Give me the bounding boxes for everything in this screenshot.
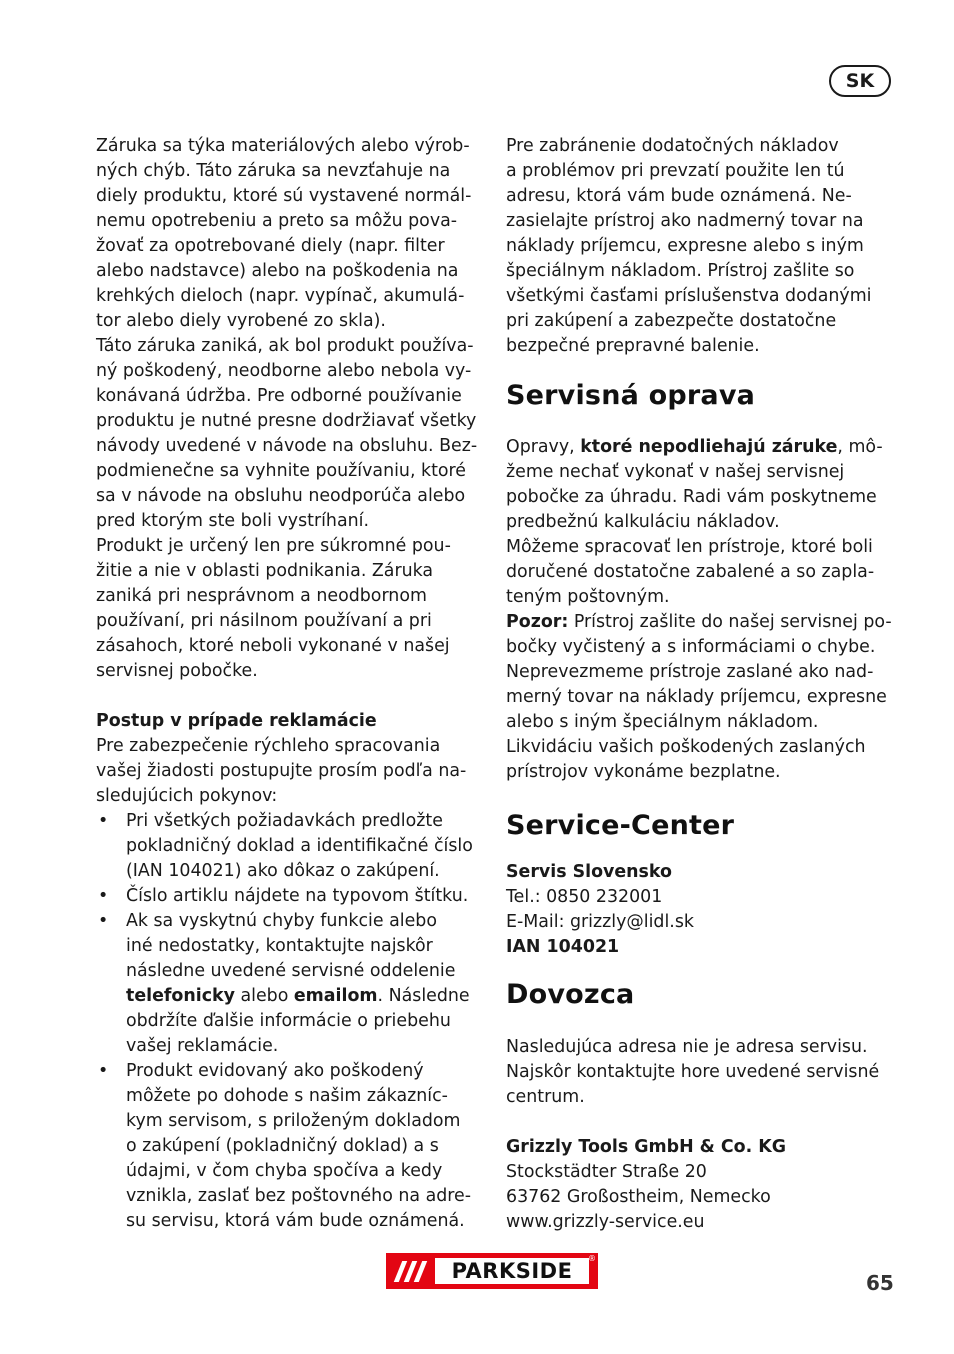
bullet-icon: • xyxy=(98,886,109,906)
private-use-paragraph: Produkt je určený len pre súkromné pou- žitie a nie v oblasti podnikania. Záruka zaniká pri nesprávnom a neodbornom používaní, pri násilnom používaní a pri zásahoch, ktoré neboli vykonané v našej servisnej pobočke. xyxy=(96,536,451,681)
email-emphasis: emailom xyxy=(293,986,378,1006)
importer-note: Nasledujúca adresa nie je adresa servisu. Najskôr kontaktujte hore uvedené servisné centrum. xyxy=(506,1037,880,1107)
service-center-name: Servis Slovensko xyxy=(506,862,672,882)
list-item xyxy=(96,809,488,884)
importer-website: www.grizzly-service.eu xyxy=(506,1212,705,1232)
claim-procedure-heading: Postup v prípade reklamácie xyxy=(96,711,377,731)
list-item-text: Pri všetkých požiadavkách predložte pokladničný doklad a identifikačné číslo (IAN 104021) ako dôkaz o zakúpení. xyxy=(126,811,473,881)
language-badge: SK xyxy=(829,65,891,97)
list-item-text: Produkt evidovaný ako poškodený môžete po dohode s našim zákazníc- kym servisom, s priloženým dokladom o zakúpení (pokladničný doklad) a s údajmi, v čom chyba spočíva a kedy vznikla, zaslať bez poštovného na adre- su servisu, ktorá vám bude oznámená. xyxy=(126,1061,472,1231)
phone-emphasis: telefonicky xyxy=(126,986,235,1006)
importer-heading: Dovozca xyxy=(506,979,635,1010)
page-number: 65 xyxy=(866,1271,894,1295)
service-center-phone: Tel.: 0850 232001 xyxy=(506,887,663,907)
repair-emphasis: ktoré nepodliehajú záruke xyxy=(580,437,838,457)
warranty-void-paragraph: Táto záruka zaniká, ak bol produkt používa- ný poškodený, neodborne alebo nebola vy- konávaná údržba. Pre odborné používanie produktu je nutné presne dodržiavať všetky návody uvedené v návode na obsluhu. Bez- podmienečne sa vyhnite používaniu, ktoré sa v návode na obsluhu neodporúča alebo pred ktorým ste boli vystríhaní. xyxy=(96,336,478,531)
service-center-heading: Service-Center xyxy=(506,810,735,841)
claim-intro: Pre zabezpečenie rýchleho spracovania vašej žiadosti postupujte prosím podľa na- sledujúcich pokynov: xyxy=(96,736,467,806)
parkside-logo xyxy=(386,1253,598,1289)
attention-paragraph: Pozor: Prístroj zašlite do našej servisnej po- bočky vyčistený a s informáciami o chybe. Neprevezmeme prístroje zaslané ako nad- merný tovar na náklady príjemcu, expresne alebo s iným špeciálnym nákladom. Likvidáciu vašich poškodených zaslaných prístrojov vykonáme bezplatne. xyxy=(506,612,892,782)
registered-mark: ® xyxy=(588,1254,596,1263)
logo-stripes-icon xyxy=(386,1253,432,1289)
list-item xyxy=(96,909,488,1059)
left-column xyxy=(96,134,488,1234)
claim-steps-list xyxy=(96,809,488,1234)
shipping-paragraph: Pre zabránenie dodatočných nákladov a problémov pri prevzatí použite len tú adresu, ktorá vám bude oznámená. Ne- zasielajte prístroj ako nadmerný tovar na náklady príjemcu, expresne alebo s iným špeciálnym nákladom. Prístroj zašlite so všetkými časťami príslušenstva dodanými pri zakúpení a zabezpečte dostatočne bezpečné prepravné balenie. xyxy=(506,136,872,356)
attention-label: Pozor: xyxy=(506,612,569,632)
logo-wordmark: PARKSIDE xyxy=(435,1258,589,1284)
bullet-icon: • xyxy=(98,911,109,931)
service-center-ian: IAN 104021 xyxy=(506,937,620,957)
service-center-email: E-Mail: grizzly@lidl.sk xyxy=(506,912,694,932)
importer-street: Stockstädter Straße 20 xyxy=(506,1162,707,1182)
importer-company: Grizzly Tools GmbH & Co. KG xyxy=(506,1137,787,1157)
repair-heading: Servisná oprava xyxy=(506,380,756,411)
list-item-text: Ak sa vyskytnú chyby funkcie alebo iné nedostatky, kontaktujte najskôr následne uvedené servisné oddelenie telefonicky alebo emailom. Následne obdržíte ďalšie informácie o priebehu vašej reklamácie. xyxy=(126,911,470,1056)
list-item-text: Číslo artiklu nájdete na typovom štítku. xyxy=(126,886,469,906)
right-column xyxy=(506,134,900,1235)
bullet-icon: • xyxy=(98,1061,109,1081)
importer-city: 63762 Großostheim, Nemecko xyxy=(506,1187,771,1207)
repair-paragraph: Opravy, ktoré nepodliehajú záruke, mô- žeme nechať vykonať v našej servisnej pobočke za úhradu. Radi vám poskytneme predbežnú kalkuláciu nákladov. Môžeme spracovať len prístroje, ktoré boli doručené dostatočne zabalené a so zapla- teným poštovným. xyxy=(506,437,883,607)
bullet-icon: • xyxy=(98,811,109,831)
list-item xyxy=(96,1059,488,1234)
list-item xyxy=(96,884,488,909)
warranty-scope-paragraph: Záruka sa týka materiálových alebo výrob- ných chýb. Táto záruka sa nevzťahuje na diely produktu, ktoré sú vystavené normál- nemu opotrebeniu a preto sa môžu pova- žovať za opotrebované diely (napr. filter alebo nadstavce) alebo na poškodenia na krehkých dieloch (napr. vypínač, akumulá- tor alebo diely vyrobené zo skla). xyxy=(96,136,472,331)
